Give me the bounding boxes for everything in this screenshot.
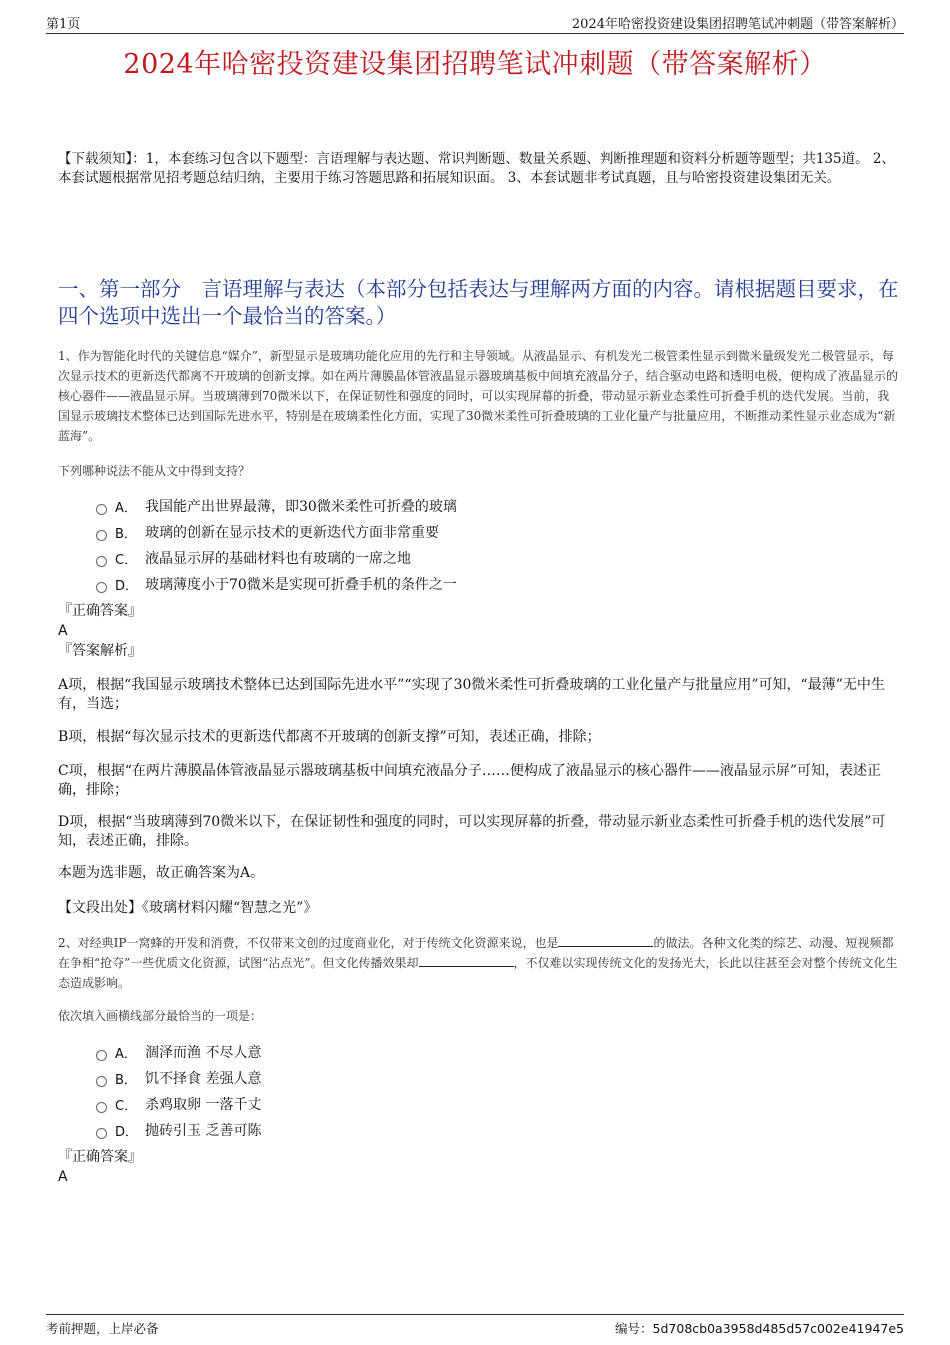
question-2-option-b[interactable]: B． 饥不择食 差强人意	[96, 1065, 261, 1091]
question-2-option-d[interactable]: D． 抛砖引玉 乏善可陈	[96, 1117, 261, 1143]
question-1-option-d[interactable]: D． 玻璃薄度小于70微米是实现可折叠手机的条件之一	[96, 571, 457, 597]
question-1-answer: A	[58, 623, 68, 639]
question-1-analysis-label: 『答案解析』	[58, 643, 142, 659]
page-number: 第1页	[46, 17, 81, 32]
radio-icon[interactable]	[96, 504, 107, 515]
question-1-source: 【文段出处】《玻璃材料闪耀“智慧之光”》	[58, 900, 318, 916]
question-2-text: 2、对经典IP一窝蜂的开发和消费，不仅带来文创的过度商业化，对于传统文化资源来说，也是 的做法。各种文化类的综艺、动漫、短视频都在争相“抢夺”一些优质文化资源，试图“沾点光”。但文化传播效果却 ，不仅难以实现传统文化的发扬光大，长此以往甚至会对整个传统文化生态造成影响。	[58, 936, 898, 990]
question-1-option-c[interactable]: C． 液晶显示屏的基础材料也有玻璃的一席之地	[96, 545, 457, 571]
question-1-answer-label: 『正确答案』	[58, 603, 142, 619]
page-header	[46, 13, 904, 34]
document-code: 编号：5d708cb0a3958d485d57c002e41947e5	[615, 1321, 904, 1336]
footer-slogan: 考前押题，上岸必备	[46, 1321, 159, 1336]
download-notice: 【下载须知】：1，本套练习包含以下题型：言语理解与表达题、常识判断题、数量关系题、判断推理题和资料分析题等题型；共135道。 2、本套试题根据常见招考题总结归纳，主要用于练习答题思路和拓展知识面。 3、本套试题非考试真题，且与哈密投资建设集团无关。	[58, 151, 895, 186]
page-footer	[46, 1314, 904, 1336]
radio-icon[interactable]	[96, 1102, 107, 1113]
question-2-answer-label: 『正确答案』	[58, 1149, 142, 1165]
question-2-answer: A	[58, 1169, 68, 1185]
analysis-c: C项，根据“在两片薄膜晶体管液晶显示器玻璃基板中间填充液晶分子……便构成了液晶显示的核心器件——液晶显示屏”可知，表述正确，排除；	[58, 763, 882, 798]
page-title: 2024年哈密投资建设集团招聘笔试冲刺题（带答案解析）	[123, 49, 827, 80]
fill-blank	[558, 934, 653, 947]
question-1-options	[96, 493, 457, 597]
question-2-options	[96, 1039, 261, 1143]
radio-icon[interactable]	[96, 1076, 107, 1087]
question-2-option-c[interactable]: C． 杀鸡取卵 一落千丈	[96, 1091, 261, 1117]
radio-icon[interactable]	[96, 530, 107, 541]
question-1-option-a[interactable]: A． 我国能产出世界最薄，即30微米柔性可折叠的玻璃	[96, 493, 457, 519]
question-2-option-a[interactable]: A． 涸泽而渔 不尽人意	[96, 1039, 261, 1065]
analysis-b: B项，根据“每次显示技术的更新迭代都离不开玻璃的创新支撑”可知，表述正确，排除；	[58, 729, 601, 745]
header-doc-title: 2024年哈密投资建设集团招聘笔试冲刺题（带答案解析）	[571, 17, 904, 32]
radio-icon[interactable]	[96, 582, 107, 593]
analysis-conclusion: 本题为选非题，故正确答案为A。	[58, 865, 265, 881]
radio-icon[interactable]	[96, 1128, 107, 1139]
question-1-prompt: 下列哪种说法不能从文中得到支持？	[58, 464, 251, 478]
question-1-option-b[interactable]: B． 玻璃的创新在显示技术的更新迭代方面非常重要	[96, 519, 457, 545]
fill-blank	[419, 954, 514, 967]
section-title: 一、第一部分 言语理解与表达（本部分包括表达与理解两方面的内容。请根据题目要求，在四个选项中选出一个最恰当的答案。）	[58, 277, 899, 328]
radio-icon[interactable]	[96, 556, 107, 567]
question-1-text: 1、作为智能化时代的关键信息“媒介”，新型显示是玻璃功能化应用的先行和主导领域。从液晶显示、有机发光二极管柔性显示到微米量级发光二极管显示，每次显示技术的更新迭代都离不开玻璃的创新支撑。如在两片薄膜晶体管液晶显示器玻璃基板中间填充液晶分子，结合驱动电路和透明电极，便构成了液晶显示的核心器件——液晶显示屏。当玻璃薄到70微米以下，在保证韧性和强度的同时，可以实现屏幕的折叠，带动显示新业态柔性可折叠手机的迭代发展。当前，我国显示玻璃技术整体已达到国际先进水平，特别是在玻璃柔性化方面，实现了30微米柔性可折叠玻璃的工业化量产与批量应用，不断推动柔性显示业态成为“新蓝海”。	[58, 349, 899, 443]
radio-icon[interactable]	[96, 1050, 107, 1061]
analysis-d: D项，根据“当玻璃薄到70微米以下，在保证韧性和强度的同时，可以实现屏幕的折叠，带动显示新业态柔性可折叠手机的迭代发展”可知，表述正确，排除。	[58, 814, 886, 849]
question-2-prompt: 依次填入画横线部分最恰当的一项是：	[58, 1009, 263, 1023]
analysis-a: A项，根据“我国显示玻璃技术整体已达到国际先进水平”“实现了30微米柔性可折叠玻璃的工业化量产与批量应用”可知，“最薄”无中生有，当选；	[58, 677, 885, 712]
